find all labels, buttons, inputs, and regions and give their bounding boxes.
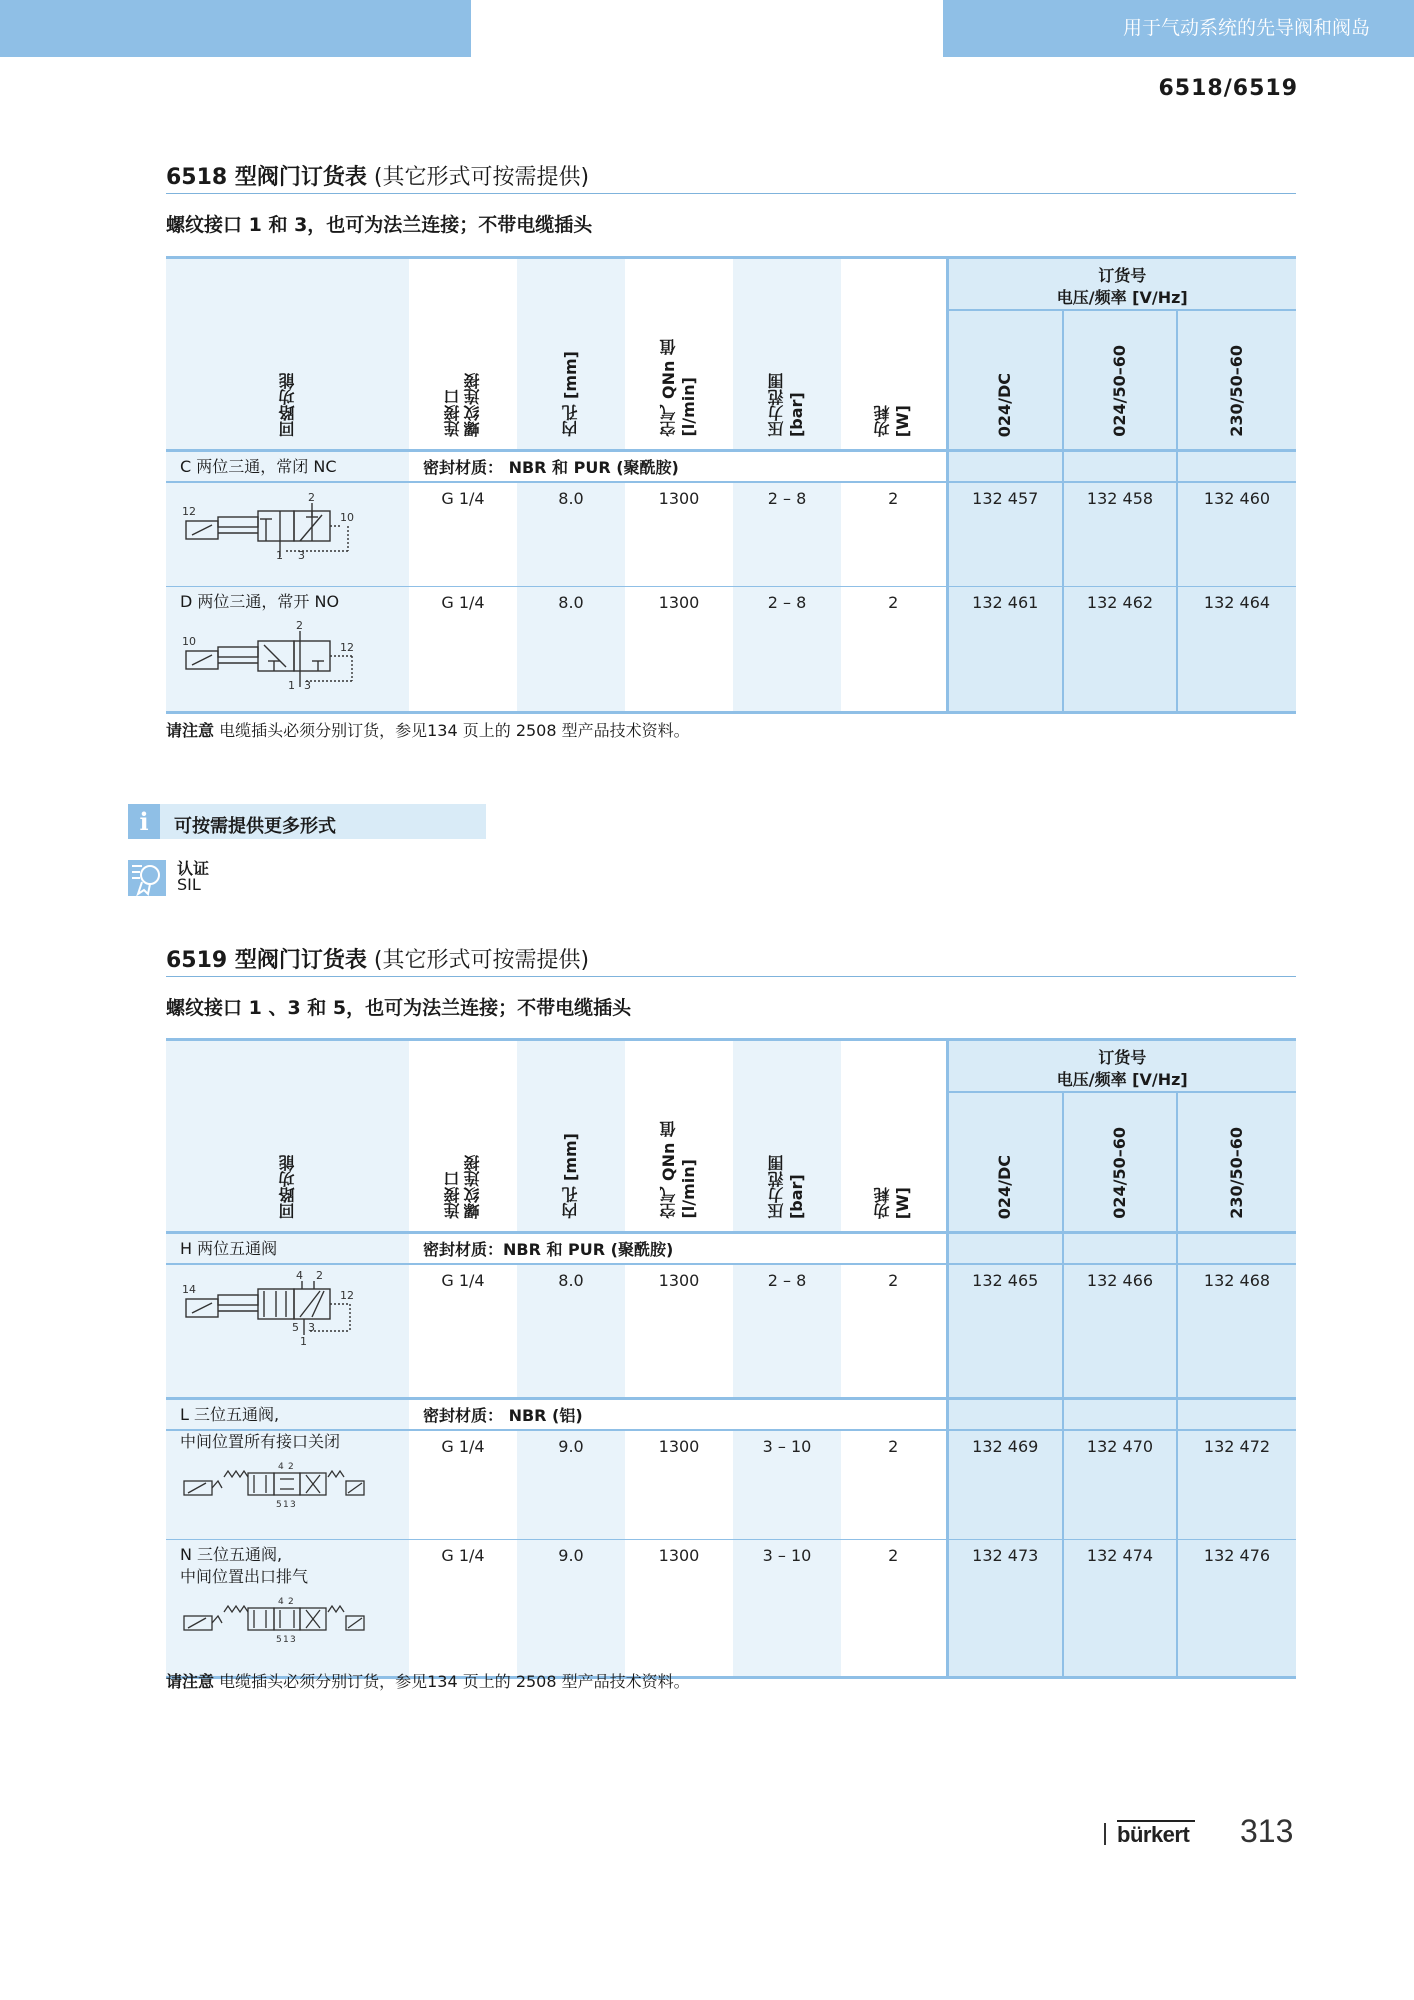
port-label: 12 xyxy=(340,1289,354,1302)
port-label: 5 xyxy=(292,1321,299,1334)
row-d-func: D 两位三通，常开 NO xyxy=(180,591,340,611)
row-l-func2: 中间位置所有接口关闭 xyxy=(180,1431,341,1451)
row-n-port: G 1/4 xyxy=(409,1540,517,1678)
port-label: 3 xyxy=(304,678,311,692)
col-orifice: 内孔 [mm] xyxy=(561,351,580,437)
row-l-power: 2 xyxy=(841,1430,947,1540)
row-l-func: L 三位五通阀, xyxy=(166,1398,409,1430)
header-bar-left xyxy=(0,0,471,57)
port-label: 2 xyxy=(308,491,315,504)
port-label: 3 xyxy=(290,1499,296,1510)
port-label: 12 xyxy=(340,640,354,654)
col-air: 空气 QNn 值 [l/min] xyxy=(659,1121,698,1219)
row-c-symbol xyxy=(166,482,409,586)
row-c-pressure: 2 – 8 xyxy=(733,482,841,586)
port-label: 10 xyxy=(340,511,354,524)
row-c-port: G 1/4 xyxy=(409,482,517,586)
row-d xyxy=(166,586,409,712)
col-orifice: 内孔 [mm] xyxy=(561,1133,580,1219)
section-6518-title xyxy=(166,160,589,191)
note-6518-text: 电缆插头必须分别订货，参见134 页上的 2508 型产品技术资料。 xyxy=(214,721,690,740)
row-l-order-2: 132 470 xyxy=(1063,1430,1177,1540)
col-v3: 230/50–60 xyxy=(1227,345,1246,437)
port-label: 14 xyxy=(182,1283,196,1296)
row-l xyxy=(166,1430,409,1540)
port-label: 2 xyxy=(288,1461,294,1472)
row-d-order-3: 132 464 xyxy=(1177,586,1296,712)
row-n-pressure: 3 – 10 xyxy=(733,1540,841,1678)
port-label: 1 xyxy=(300,1335,307,1347)
brand-logo: bürkert xyxy=(1117,1822,1190,1847)
note-6519 xyxy=(166,1669,690,1692)
row-h-order-3: 132 468 xyxy=(1177,1264,1296,1398)
col-power: 功耗 [W] xyxy=(873,404,913,437)
note-6519-text: 电缆插头必须分别订货，参见134 页上的 2508 型产品技术资料。 xyxy=(214,1672,690,1691)
col-air: 空气 QNn 值 [l/min] xyxy=(659,339,698,437)
row-l-pressure: 3 – 10 xyxy=(733,1430,841,1540)
port-label: 4 xyxy=(278,1461,284,1472)
col-v2: 024/50–60 xyxy=(1110,345,1129,437)
seal-6519-h: 密封材质：NBR 和 PUR (聚酰胺) xyxy=(409,1233,947,1265)
row-c-order-3: 132 460 xyxy=(1177,482,1296,586)
row-d-order-1: 132 461 xyxy=(947,586,1063,712)
section-6519-rule xyxy=(166,976,1296,977)
section-6518-subtitle: 螺纹接口 1 和 3，也可为法兰连接；不带电缆插头 xyxy=(166,214,593,236)
row-c-func: C 两位三通，常闭 NC xyxy=(166,451,409,483)
row-h-symbol xyxy=(166,1264,409,1398)
seal-6519-l: 密封材质： NBR (铝) xyxy=(409,1398,947,1430)
page-number: 313 xyxy=(1240,1813,1294,1849)
row-h-func: H 两位五通阀 xyxy=(166,1233,409,1265)
col-func: 回路功能 xyxy=(277,1155,297,1219)
col-order-title: 订货号 电压/频率 [V/Hz] xyxy=(949,1041,1297,1093)
col-port: 连接口 螺纹连接 xyxy=(443,373,482,437)
valve-symbol-h-icon xyxy=(180,1269,370,1347)
port-label: 1 xyxy=(288,678,295,692)
row-l-orifice: 9.0 xyxy=(517,1430,625,1540)
port-label: 1 xyxy=(276,549,283,562)
col-v3: 230/50–60 xyxy=(1227,1127,1246,1219)
model-number: 6518/6519 xyxy=(1158,76,1298,101)
row-n-air: 1300 xyxy=(625,1540,733,1678)
valve-symbol-d-icon xyxy=(180,617,370,693)
row-d-pressure: 2 – 8 xyxy=(733,586,841,712)
header-category: 用于气动系统的先导阀和阀岛 xyxy=(1122,17,1370,39)
col-pressure: 压力范围 [bar] xyxy=(767,373,806,437)
valve-symbol-n-icon xyxy=(180,1592,370,1648)
row-h-power: 2 xyxy=(841,1264,947,1398)
row-d-air: 1300 xyxy=(625,586,733,712)
row-l-order-1: 132 469 xyxy=(947,1430,1063,1540)
port-label: 2 xyxy=(316,1269,323,1282)
certificate-icon xyxy=(128,860,166,896)
seal-6518: 密封材质： NBR 和 PUR (聚酰胺) xyxy=(409,451,947,483)
valve-symbol-l-icon xyxy=(180,1457,370,1513)
valve-symbol-c-icon xyxy=(180,487,370,563)
info-title: 可按需提供更多形式 xyxy=(174,816,336,837)
section-6518-title-rest: (其它形式可按需提供) xyxy=(366,165,590,190)
row-c-order-2: 132 458 xyxy=(1063,482,1177,586)
row-h-air: 1300 xyxy=(625,1264,733,1398)
note-6519-bold: 请注意 xyxy=(166,1672,215,1691)
row-n-orifice: 9.0 xyxy=(517,1540,625,1678)
port-label: 1 xyxy=(283,1635,289,1645)
row-d-port: G 1/4 xyxy=(409,586,517,712)
port-label: 3 xyxy=(298,549,305,562)
row-n-order-1: 132 473 xyxy=(947,1540,1063,1678)
info-icon: i xyxy=(128,804,160,839)
row-h-order-1: 132 465 xyxy=(947,1264,1063,1398)
row-c-orifice: 8.0 xyxy=(517,482,625,586)
cert-value: SIL xyxy=(177,875,201,894)
port-label: 5 xyxy=(276,1635,282,1645)
section-6518-title-bold: 6518 型阀门订货表 xyxy=(166,165,367,190)
col-v1: 024/DC xyxy=(995,1154,1015,1219)
note-6518 xyxy=(166,718,690,741)
port-label: 3 xyxy=(308,1321,315,1334)
row-h-orifice: 8.0 xyxy=(517,1264,625,1398)
col-func: 回路功能 xyxy=(277,373,297,437)
col-v2: 024/50–60 xyxy=(1110,1127,1129,1219)
port-label: 4 xyxy=(278,1597,284,1607)
port-label: 10 xyxy=(182,634,196,648)
row-c-power: 2 xyxy=(841,482,947,586)
port-label: 2 xyxy=(296,618,303,632)
section-6519-title xyxy=(166,943,589,974)
row-h-order-2: 132 466 xyxy=(1063,1264,1177,1398)
footer-divider xyxy=(1104,1823,1106,1845)
section-6518-rule xyxy=(166,193,1296,194)
port-label: 12 xyxy=(182,505,196,518)
port-label: 5 xyxy=(276,1499,282,1510)
col-power: 功耗 [W] xyxy=(873,1186,913,1219)
col-v1: 024/DC xyxy=(995,372,1015,437)
row-n-power: 2 xyxy=(841,1540,947,1678)
row-d-order-2: 132 462 xyxy=(1063,586,1177,712)
port-label: 4 xyxy=(296,1269,303,1282)
row-n-func: N 三位五通阀, xyxy=(180,1545,283,1564)
row-l-port: G 1/4 xyxy=(409,1430,517,1540)
row-d-orifice: 8.0 xyxy=(517,586,625,712)
row-h-pressure: 2 – 8 xyxy=(733,1264,841,1398)
row-l-air: 1300 xyxy=(625,1430,733,1540)
row-n-func2: 中间位置出口排气 xyxy=(180,1567,309,1586)
row-n-order-2: 132 474 xyxy=(1063,1540,1177,1678)
section-6519-title-rest: (其它形式可按需提供) xyxy=(366,948,590,973)
section-6519-subtitle: 螺纹接口 1 、3 和 5，也可为法兰连接；不带电缆插头 xyxy=(166,997,632,1019)
order-table-6519 xyxy=(166,1038,1296,1679)
row-l-order-3: 132 472 xyxy=(1177,1430,1296,1540)
port-label: 1 xyxy=(283,1499,289,1510)
col-pressure: 压力范围 [bar] xyxy=(767,1155,806,1219)
port-label: 3 xyxy=(290,1635,296,1645)
row-h-port: G 1/4 xyxy=(409,1264,517,1398)
order-table-6518 xyxy=(166,256,1296,714)
row-c-order-1: 132 457 xyxy=(947,482,1063,586)
row-c-air: 1300 xyxy=(625,482,733,586)
col-order-title: 订货号 电压/频率 [V/Hz] xyxy=(949,259,1297,311)
port-label: 2 xyxy=(288,1597,294,1607)
header-bar-right xyxy=(943,0,1414,57)
cert-label: 认证 xyxy=(177,859,210,878)
note-6518-bold: 请注意 xyxy=(166,721,215,740)
row-n-order-3: 132 476 xyxy=(1177,1540,1296,1678)
col-port: 连接口 螺纹连接 xyxy=(443,1155,482,1219)
row-d-power: 2 xyxy=(841,586,947,712)
section-6519-title-bold: 6519 型阀门订货表 xyxy=(166,948,367,973)
row-n xyxy=(166,1540,409,1678)
